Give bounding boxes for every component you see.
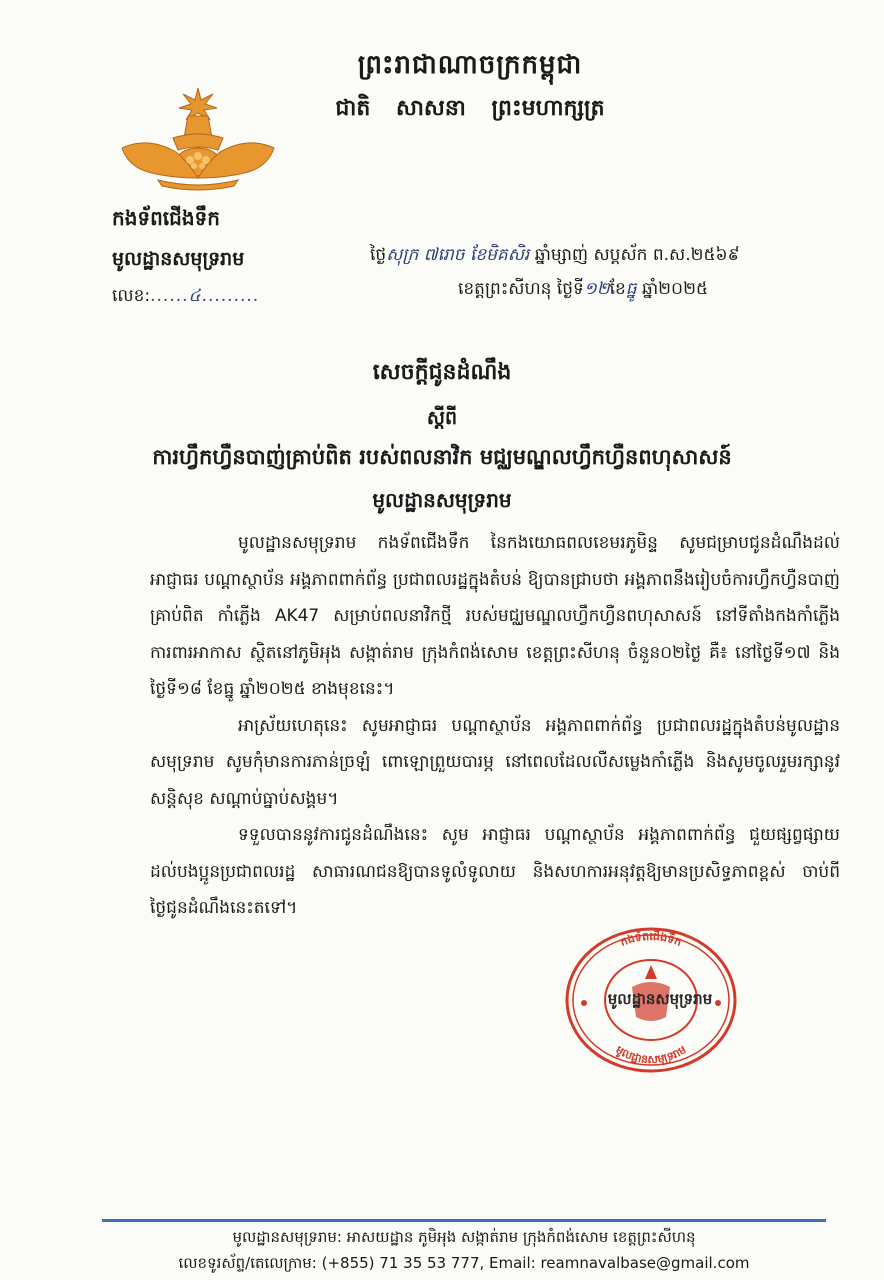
body-paragraph-1: មូលដ្ឋានសមុទ្ររាម កងទ័ពជើងទឹក នៃកងយោធពលខេមរភូមិន្ទ សូមជម្រាបជូនដំណឹងដល់អាជ្ញាធរ បណ្តាស្ថាប័ន អង្គភាពពាក់ព័ន្ធ ប្រជាពលរដ្ឋក្នុងតំបន់ ឱ្យបានជ្រាបថា អង្គភាពនឹងរៀបចំការហ្វឹកហ្វឺនបាញ់គ្រាប់ពិត កាំភ្លើង AK47 សម្រាប់ពលនាវិកថ្មី របស់មជ្ឈមណ្ឌលហ្វឹកហ្វឺនពហុសាសន៍ នៅទីតាំងកងកាំភ្លើងការពារអាកាស ស្ថិតនៅភូមិអុង សង្កាត់រាម ក្រុងកំពង់សោម ខេត្តព្រះសីហនុ ចំនួន០២ថ្ងៃ គឺ៖ នៅថ្ងៃទី១៧ និងថ្ងៃទី១៨ ខែធ្នូ ឆ្នាំ២០២៥ ខាងមុខនេះ។ (150, 533, 840, 699)
issuing-organization (112, 205, 312, 310)
lunar-date-year: ឆ្នាំម្សាញ់ សប្តស័ក ព.ស.២៥៦៩ (534, 245, 740, 265)
footer-rule (102, 1219, 826, 1222)
reference-number (112, 285, 312, 310)
notice-subject-base: មូលដ្ឋានសមុទ្ររាម (372, 488, 512, 512)
date-block (370, 238, 840, 306)
notice-body (150, 525, 840, 927)
footer (102, 1224, 826, 1276)
solar-year: ឆ្នាំ២០២៥ (641, 279, 708, 299)
notice-subject: ការហ្វឹកហ្វឺនបាញ់គ្រាប់ពិត របស់ពលនាវិក មជ្ឈមណ្ឌលហ្វឹកហ្វឺនពហុសាសន៍ (152, 445, 732, 469)
seal-ring-top: កងទ័ពជើងទឹក (618, 929, 684, 949)
national-motto: ជាតិ សាសនា ព្រះមហាក្សត្រ (335, 96, 605, 121)
kingdom-header (300, 48, 640, 126)
footer-address: មូលដ្ឋានសមុទ្ររាម: អាសយដ្ឋាន ភូមិអុង សង្កាត់រាម ក្រុងកំពង់សោម ខេត្តព្រះសីហនុ (232, 1228, 696, 1246)
notice-title: សេចក្តីជូនដំណឹង (372, 360, 512, 385)
notice-subject-label: ស្តីពី (426, 407, 458, 429)
lunar-date-handwritten: សុក្រ ៧រោច ខែមិគសិរ (386, 245, 530, 265)
lunar-date-prefix: ថ្ងៃ (370, 245, 387, 265)
seal-signer: មូលដ្ឋានសមុទ្ររាម (607, 990, 713, 1008)
kingdom-title: ព្រះរាជាណាចក្រកម្ពុជា (357, 50, 583, 80)
solar-month-label: ខែ (609, 279, 626, 299)
navy-emblem-icon (118, 86, 278, 196)
solar-date (370, 272, 840, 306)
seal-ring-bottom: មូលដ្ឋានសមុទ្ររាម (613, 1043, 689, 1067)
footer-contact: លេខទូរស័ព្ទ/តេលេក្រាម: (+855) 71 35 53 777, Email: reamnavalbase@gmail.com (178, 1254, 750, 1272)
body-paragraph-2: អាស្រ័យហេតុនេះ សូមអាជ្ញាធរ បណ្តាស្ថាប័ន អង្គភាពពាក់ព័ន្ធ ប្រជាពលរដ្ឋក្នុងតំបន់មូលដ្ឋានសមុទ្ររាម សូមកុំមានការភាន់ច្រឡំ ពោឡោព្រួយបារម្ភ នៅពេលដែលលឺសម្លេងកាំភ្លើង និងសូមចូលរួមរក្សានូវសន្តិសុខ សណ្តាប់ធ្នាប់សង្គម។ (150, 715, 840, 809)
reference-label: លេខ: (112, 286, 151, 306)
base-name: មូលដ្ឋានសមុទ្ររាម (112, 248, 245, 270)
solar-day: ១២ (583, 279, 610, 299)
solar-month: ធ្នូ (625, 279, 637, 299)
svg-text:មូលដ្ឋានសមុទ្ររាម (613, 1043, 689, 1067)
body-paragraph-3: ទទួលបាននូវការជូនដំណឹងនេះ សូម អាជ្ញាធរ បណ្តាស្ថាប័ន អង្គភាពពាក់ព័ន្ធ ជួយផ្សព្វផ្សាយដល់បងប្អូនប្រជាពលរដ្ឋ សាធារណជនឱ្យបានទូលំទូលាយ និងសហការអនុវត្តឱ្យមានប្រសិទ្ធភាពខ្ពស់ ចាប់ពីថ្ងៃជូនដំណឹងនេះតទៅ។ (150, 825, 840, 918)
reference-value: ......៤......... (150, 286, 260, 306)
lunar-date (370, 238, 840, 272)
navy-name: កងទ័ពជើងទឹក (112, 206, 220, 230)
notice-titles (100, 358, 784, 517)
solar-date-prefix: ខេត្តព្រះសីហនុ ថ្ងៃទី (458, 279, 584, 299)
